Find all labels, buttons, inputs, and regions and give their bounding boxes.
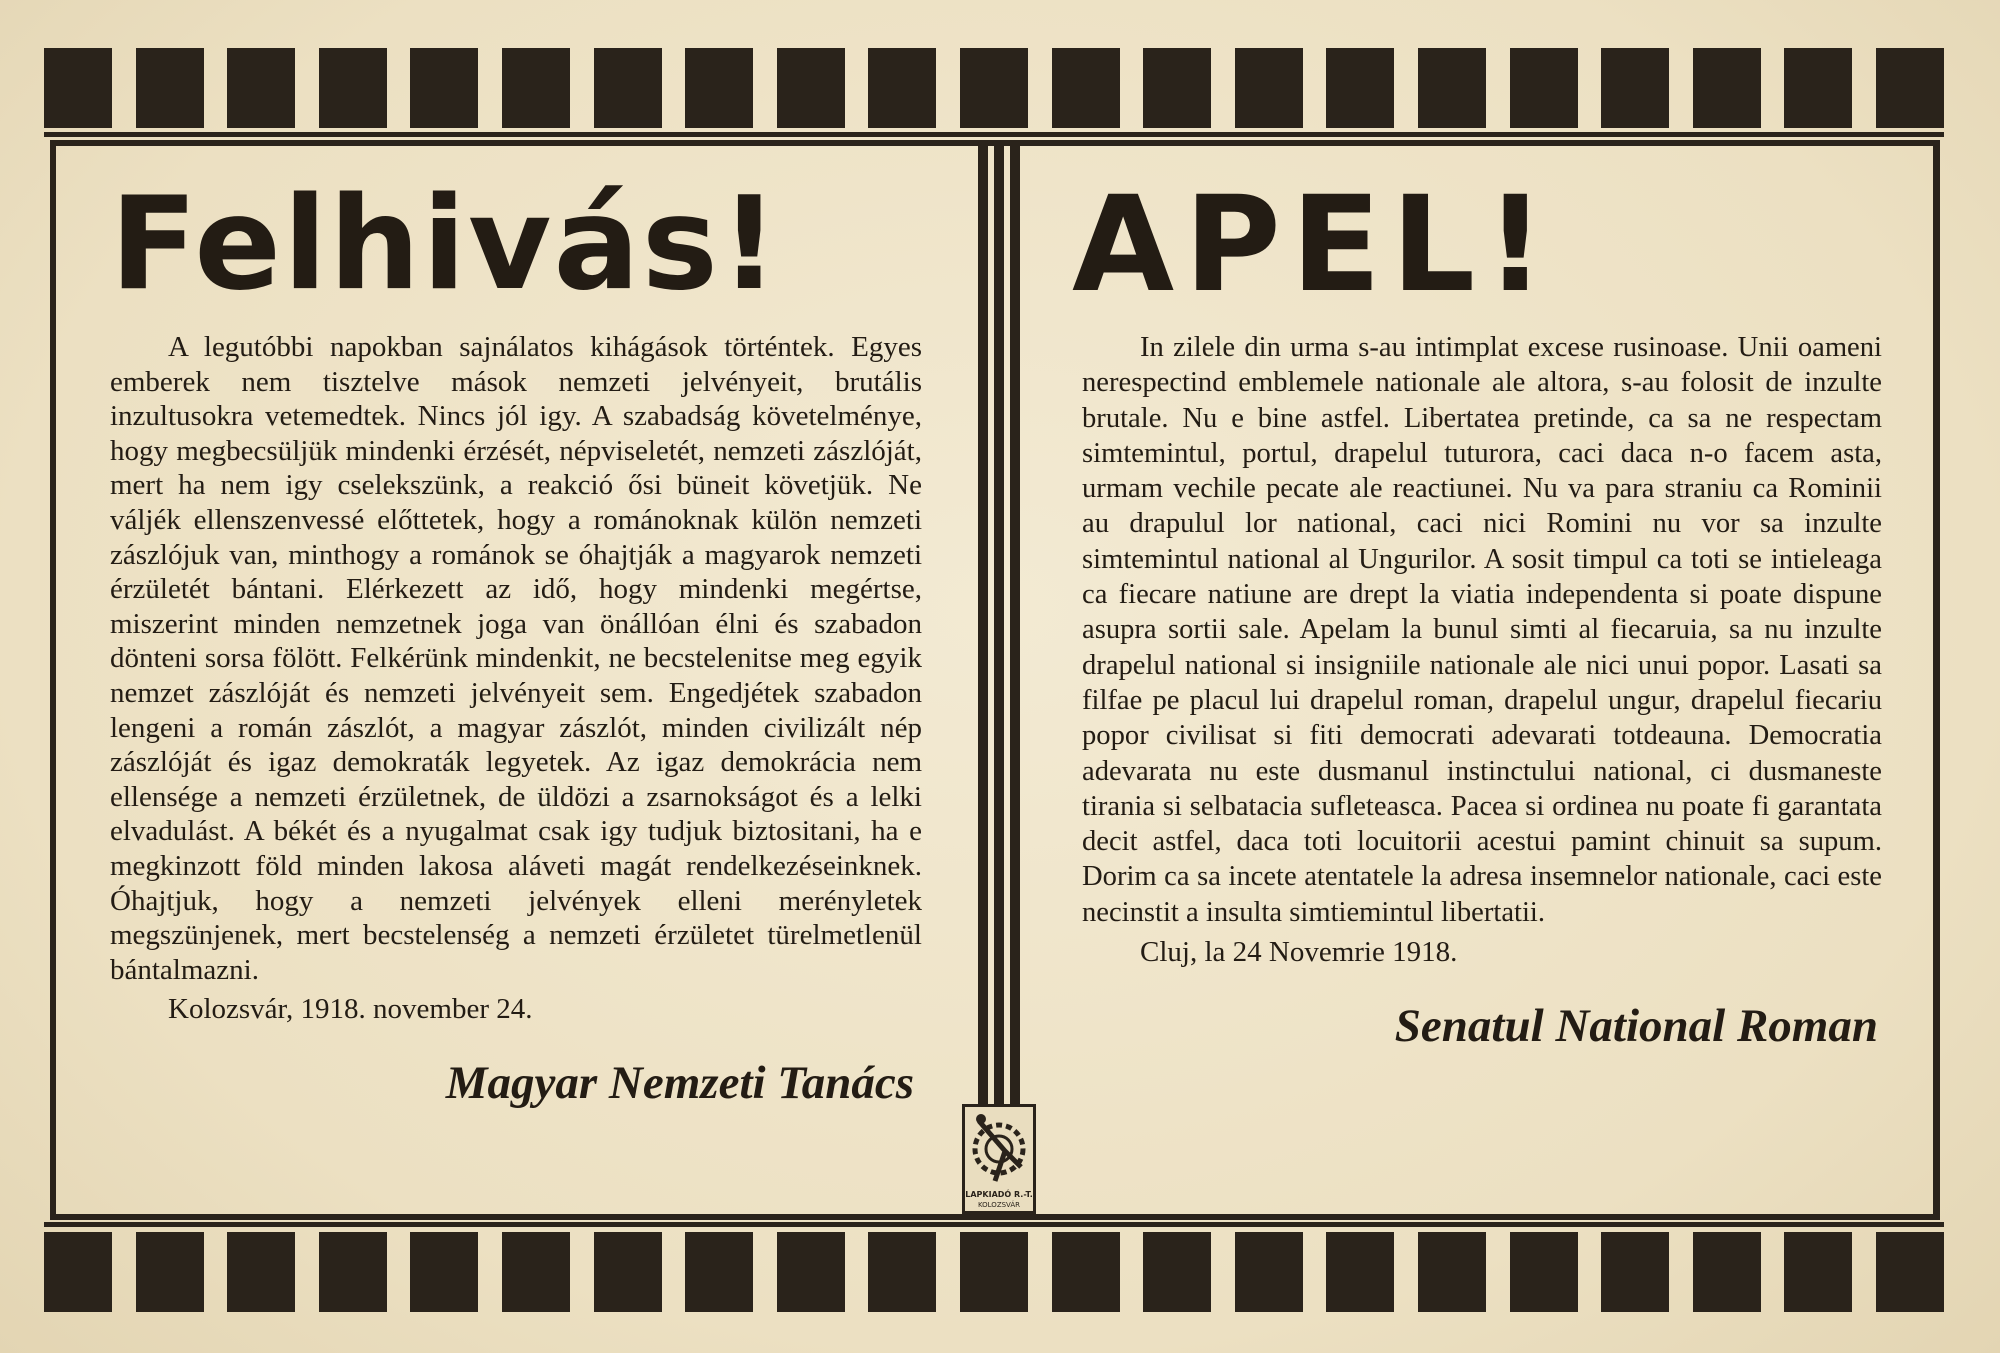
hungarian-column <box>110 170 922 1111</box>
border-block <box>136 48 204 128</box>
romanian-column <box>1072 168 1882 1054</box>
printer-logo <box>962 1104 1036 1214</box>
center-divider-line <box>1010 140 1020 1220</box>
border-block <box>868 48 936 128</box>
appeal-text-romanian: In zilele din urma s-au intimplat excese rusinoase. Unii oameni nerespectind emblemele nationale ale altora, s-au folosit de inzulte brutale. Nu e bine astfel. Libertatea pretinde, ca sa ne respectam simtemintul, portul, drapelul tuturora, caci daca n-o facem asta, urmam vechile pecate ale reactiunei. Nu va para straniu ca Rominii au drapulul lor national, caci nici Romini nu vor sa inzulte simtemintul national al Ungurilor. A sosit timpul ca toti se intieleaga ca fiecare natiune are drept la viatia independenta si poate dispune asupra sortii sale. Apelam la bunul simti al fiecaruia, sa nu inzulte drapelul national si insigniile nationale ale nici unui popor. Lasati sa filfae pe placul lui drapelul roman, drapelul ungur, drapelul fiecariu popor civilisat si fiti democrati adevarati totdeauna. Democratia adevarata nu este dusmanul instinctului national, ci dusmaneste tirania si selbatacia sufleteasca. Pacea si ordinea nu poate fi garantata decit astfel, daca toti locuitorii acestui pamint chinuit sa supum. Dorim ca sa incete atentatele la adresa insemnelor nationale, caci este necinstit a insulta simtiemintul libertatii. <box>1082 332 1882 928</box>
border-block <box>1143 48 1211 128</box>
border-block <box>1510 48 1578 128</box>
place-date-romanian: Cluj, la 24 Novemrie 1918. <box>1140 936 1458 969</box>
printer-emblem-icon <box>965 1107 1033 1211</box>
bottom-decorative-border <box>44 1232 1944 1312</box>
border-block <box>868 1232 936 1312</box>
border-block <box>1326 48 1394 128</box>
border-block <box>960 1232 1028 1312</box>
border-block <box>960 48 1028 128</box>
border-block <box>1418 1232 1486 1312</box>
printer-mark-line2: KOLOZSVÁR <box>977 1201 1021 1209</box>
border-block <box>502 1232 570 1312</box>
border-block <box>227 1232 295 1312</box>
border-block <box>1601 48 1669 128</box>
border-block <box>1601 1232 1669 1312</box>
center-divider-line <box>978 140 988 1220</box>
border-block <box>685 48 753 128</box>
border-block <box>1235 1232 1303 1312</box>
border-block <box>1052 48 1120 128</box>
border-block <box>1876 1232 1944 1312</box>
appeal-text-hungarian: A legutóbbi napokban sajnálatos kihágások történtek. Egyes emberek nem tisztelve mások nemzeti jelvényeit, brutális inzultusokra vetemedtek. Nincs jól igy. A szabadság követelménye, hogy megbecsüljük mindenki érzését, népviseletét, nemzeti zászlóját, mert ha nem igy cselekszünk, a reakció ősi büneit követjük. Ne váljék ellenszenvessé előttetek, hogy a románoknak külön nemzeti zászlójuk van, minthogy a románok se óhajtják a magyarok nemzeti érzületét bántani. Elérkezett az idő, hogy mindenki megértse, miszerint minden nemzetnek joga van önállóan élni és szabadon dönteni sorsa fölött. Felkérünk mindenkit, ne becstelenitse meg egyik nemzet zászlóját és nemzeti jelvényeit sem. Engedjétek szabadon lengeni a román zászlót, a magyar zászlót, minden civilizált nép zászlóját és igaz demokraták legyetek. Az igaz demokrácia nem ellensége a nemzeti érzületnek, de üldözi a zsarnokságot és a lelki elvadulást. A békét és a nyugalmat csak igy tudjuk biztositani, ha e megkinzott föld minden lakosa aláveti magát rendelkezéseinknek. Óhajtjuk, hogy a nemzeti jelvények elleni merényletek megszünjenek, mert becstelenség a nemzeti érzületet türelmetlenül bántalmazni. <box>110 331 922 986</box>
border-block <box>1418 48 1486 128</box>
center-divider-line <box>994 140 1004 1220</box>
bottom-rule <box>44 1222 1944 1227</box>
border-block <box>777 1232 845 1312</box>
border-block <box>502 48 570 128</box>
signature-romanian: Senatul National Roman <box>1394 1000 1878 1053</box>
border-block <box>1052 1232 1120 1312</box>
top-decorative-border <box>44 48 1944 128</box>
headline-hungarian: Felhivás! <box>110 170 781 319</box>
border-block <box>685 1232 753 1312</box>
border-block <box>1693 1232 1761 1312</box>
border-block <box>1876 48 1944 128</box>
place-date-hungarian: Kolozsvár, 1918. november 24. <box>168 993 533 1026</box>
border-block <box>410 48 478 128</box>
border-block <box>227 48 295 128</box>
border-block <box>136 1232 204 1312</box>
border-block <box>594 1232 662 1312</box>
border-block <box>1510 1232 1578 1312</box>
border-block <box>1235 48 1303 128</box>
border-block <box>410 1232 478 1312</box>
border-block <box>44 48 112 128</box>
border-block <box>44 1232 112 1312</box>
border-block <box>1784 48 1852 128</box>
border-block <box>1784 1232 1852 1312</box>
border-block <box>1326 1232 1394 1312</box>
border-block <box>1693 48 1761 128</box>
signature-hungarian: Magyar Nemzeti Tanács <box>445 1057 914 1110</box>
border-block <box>594 48 662 128</box>
border-block <box>319 48 387 128</box>
printer-mark-line1: LAPKIADÓ R.-T. <box>965 1190 1033 1199</box>
border-block <box>319 1232 387 1312</box>
border-block <box>1143 1232 1211 1312</box>
top-rule <box>44 132 1944 137</box>
headline-romanian: APEL! <box>1072 168 1556 322</box>
border-block <box>777 48 845 128</box>
